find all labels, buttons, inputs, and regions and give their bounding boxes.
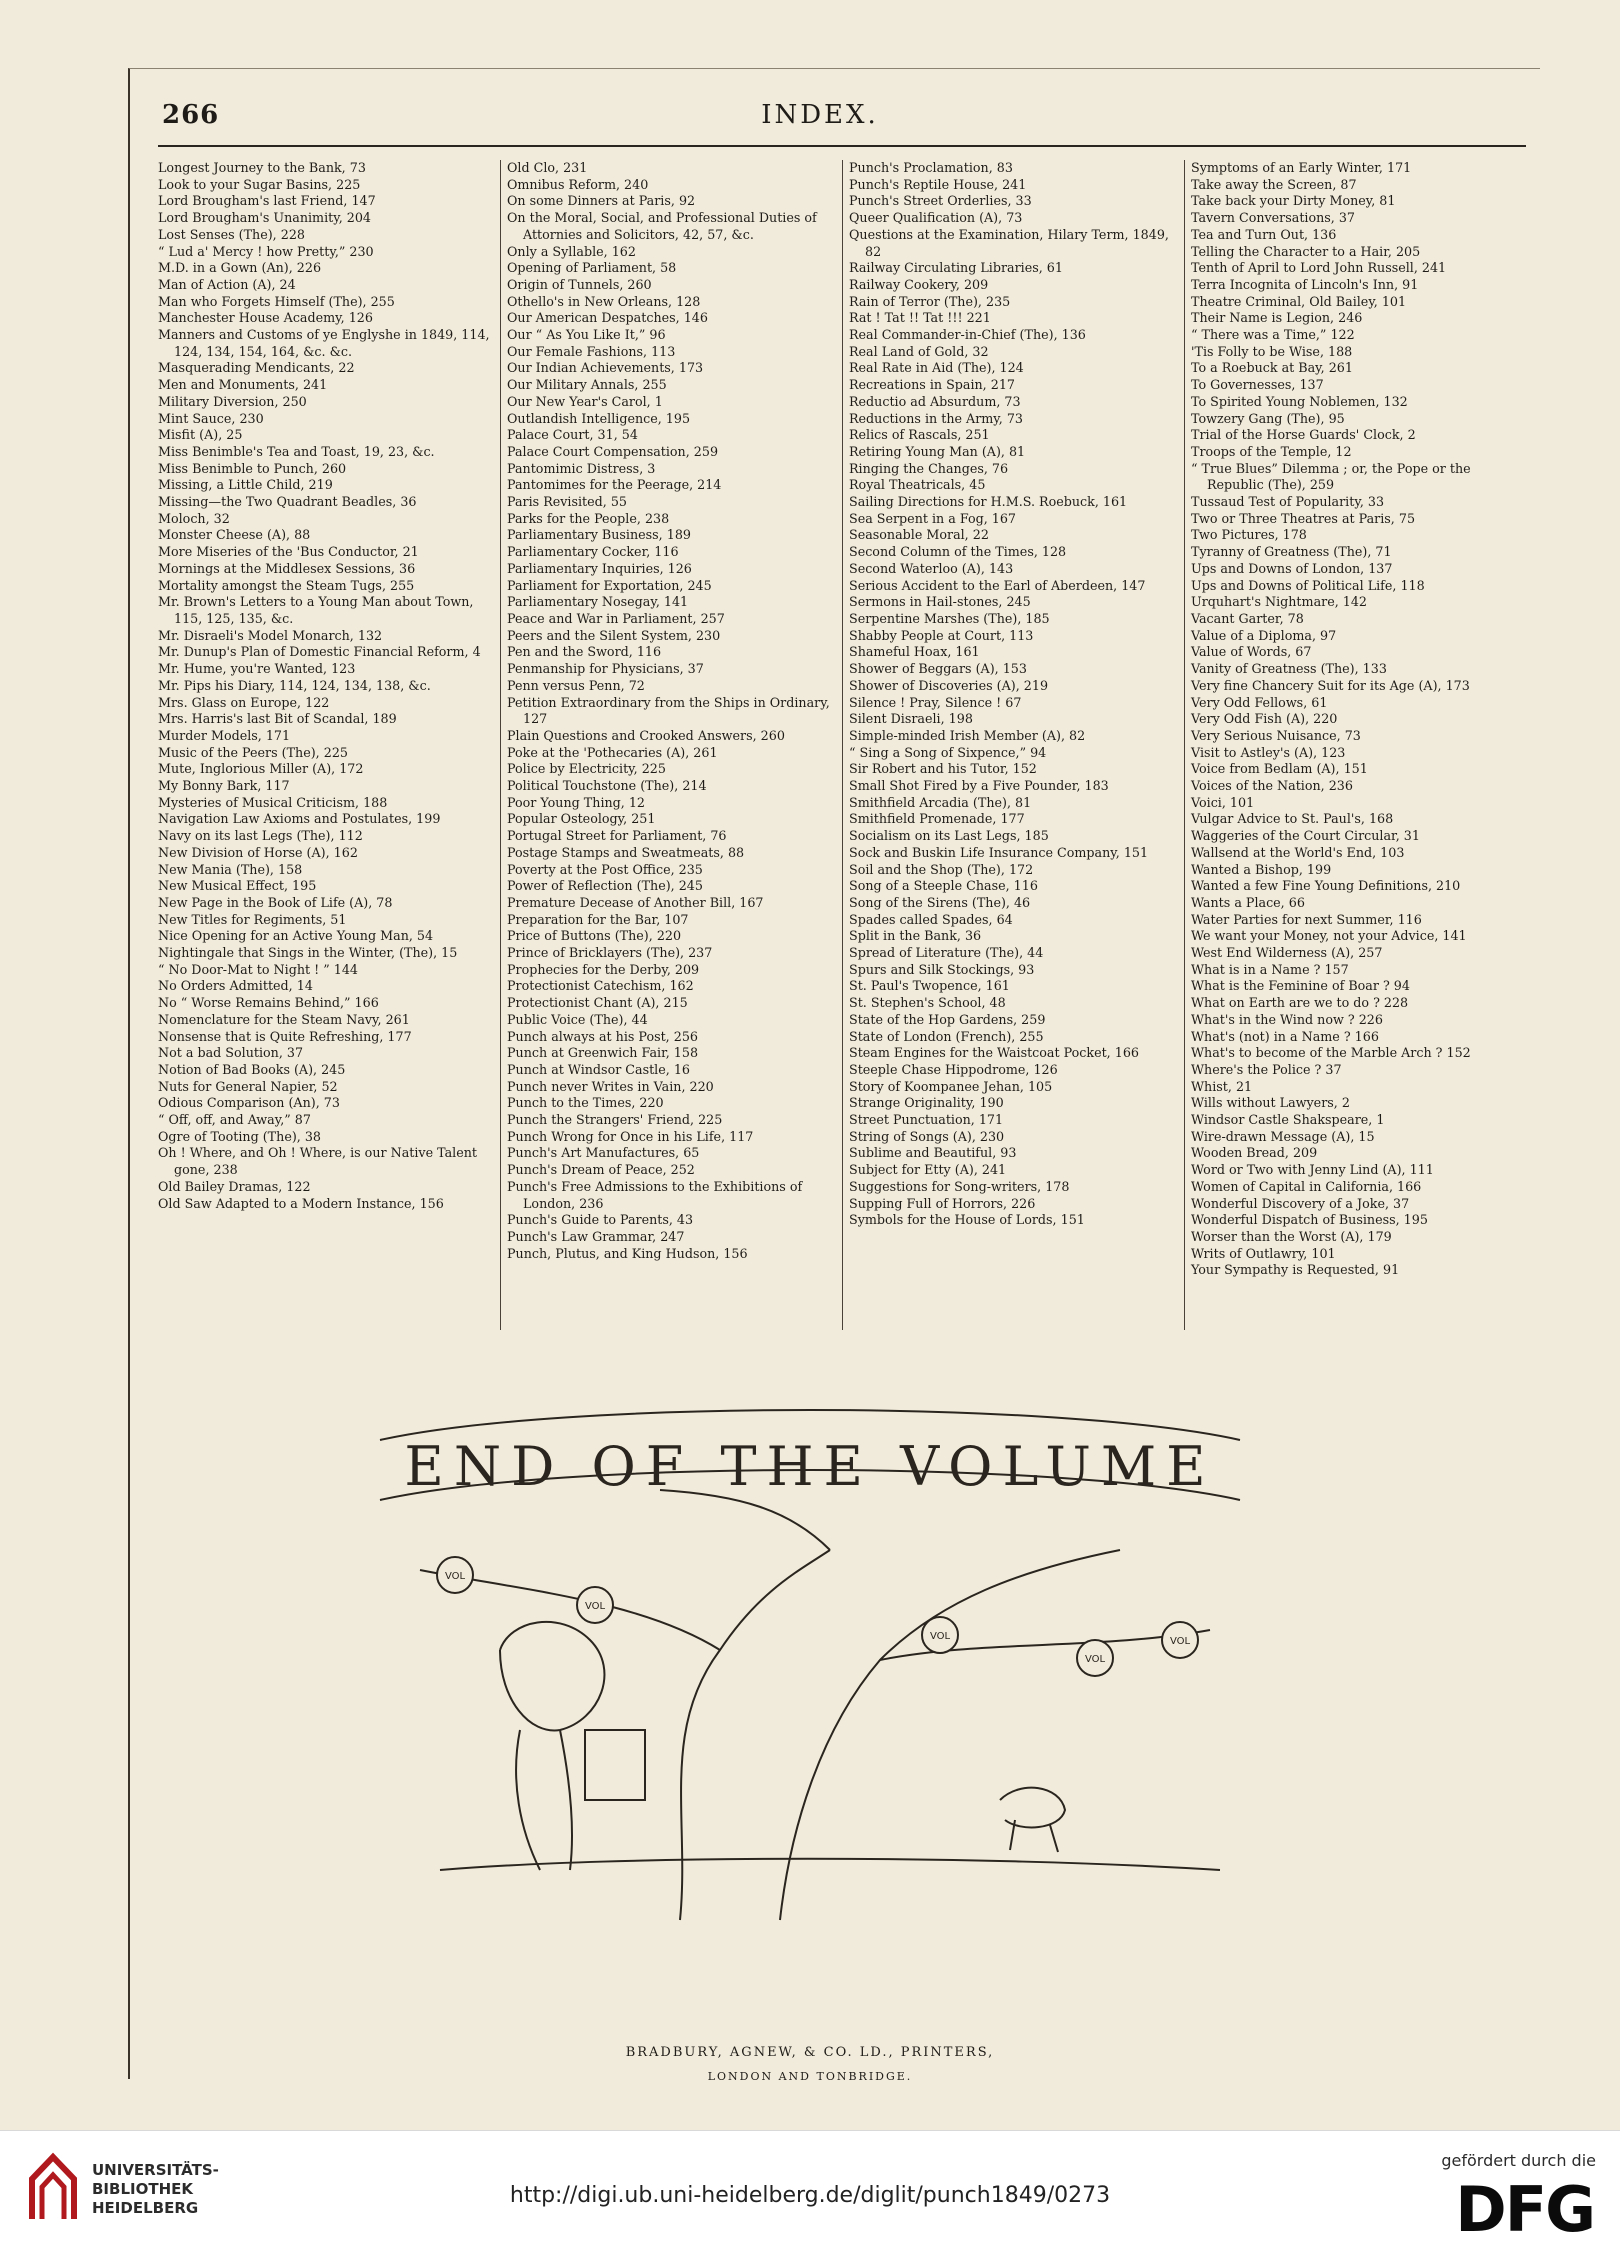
index-entry: Old Saw Adapted to a Modern Instance, 156 bbox=[158, 1195, 444, 1211]
index-entry: Lord Brougham's last Friend, 147 bbox=[158, 193, 376, 209]
index-entry: Peers and the Silent System, 230 bbox=[507, 627, 721, 643]
index-entry: Mr. Pips his Diary, 114, 124, 134, 138, &c. bbox=[158, 677, 431, 693]
index-entry: Military Diversion, 250 bbox=[158, 393, 307, 409]
index-entry: Mint Sauce, 230 bbox=[158, 410, 264, 426]
index-entry: Protectionist Chant (A), 215 bbox=[507, 995, 688, 1011]
index-entry: Soil and the Shop (The), 172 bbox=[849, 861, 1034, 877]
index-entry: Our Female Fashions, 113 bbox=[507, 343, 676, 359]
index-entry: Police by Electricity, 225 bbox=[507, 761, 666, 777]
index-entry: Voices of the Nation, 236 bbox=[1191, 778, 1353, 794]
index-entry: Real Rate in Aid (The), 124 bbox=[849, 360, 1024, 376]
printer-location: LONDON AND TONBRIDGE. bbox=[707, 2070, 913, 2083]
index-entry: Take back your Dirty Money, 81 bbox=[1191, 193, 1396, 209]
index-entry: Simple-minded Irish Member (A), 82 bbox=[849, 727, 1086, 743]
dfg-logo: DFG bbox=[1455, 2173, 1594, 2246]
index-entry: Sock and Buskin Life Insurance Company, 151 bbox=[849, 844, 1149, 860]
index-entry: State of the Hop Gardens, 259 bbox=[849, 1011, 1046, 1027]
index-entry: Longest Journey to the Bank, 73 bbox=[158, 160, 366, 175]
index-entry: Notion of Bad Books (A), 245 bbox=[158, 1061, 346, 1077]
index-entry: Mrs. Harris's last Bit of Scandal, 189 bbox=[158, 711, 397, 727]
index-entry: Their Name is Legion, 246 bbox=[1191, 310, 1363, 326]
index-entry: Opening of Parliament, 58 bbox=[507, 260, 677, 276]
banner-text: END OF THE VOLUME bbox=[404, 1435, 1216, 1498]
index-entry: Vulgar Advice to St. Paul's, 168 bbox=[1191, 811, 1394, 827]
index-entry: Ups and Downs of London, 137 bbox=[1191, 560, 1393, 576]
index-entry: Story of Koompanee Jehan, 105 bbox=[849, 1078, 1053, 1094]
index-entry: Rat ! Tat !! Tat !!! 221 bbox=[849, 310, 991, 326]
index-entry: New Titles for Regiments, 51 bbox=[158, 911, 347, 927]
index-entry: Poke at the 'Pothecaries (A), 261 bbox=[507, 744, 718, 760]
index-entry: Parliamentary Nosegay, 141 bbox=[507, 594, 689, 610]
index-entry: Word or Two with Jenny Lind (A), 111 bbox=[1191, 1162, 1434, 1178]
index-entry: Outlandish Intelligence, 195 bbox=[507, 410, 691, 426]
index-entry: Poor Young Thing, 12 bbox=[507, 794, 645, 810]
index-entry: Miss Benimble to Punch, 260 bbox=[158, 460, 347, 476]
index-entry: Whist, 21 bbox=[1191, 1078, 1253, 1094]
index-entry: Sir Robert and his Tutor, 152 bbox=[849, 761, 1037, 777]
index-entry: Preparation for the Bar, 107 bbox=[507, 911, 689, 927]
index-entry: “ Off, off, and Away,” 87 bbox=[158, 1112, 311, 1128]
index-entry: Sermons in Hail-stones, 245 bbox=[849, 594, 1031, 610]
index-entry: St. Stephen's School, 48 bbox=[849, 995, 1006, 1011]
index-entry: Retiring Young Man (A), 81 bbox=[849, 443, 1026, 459]
index-entry: Nuts for General Napier, 52 bbox=[158, 1078, 338, 1094]
index-entry: Moloch, 32 bbox=[158, 510, 230, 526]
index-column-1 bbox=[158, 160, 500, 1330]
index-entry: Misfit (A), 25 bbox=[158, 427, 243, 443]
library-name-line: HEIDELBERG bbox=[92, 2199, 199, 2217]
index-entry: Man who Forgets Himself (The), 255 bbox=[158, 293, 395, 309]
index-entry: Wire-drawn Message (A), 15 bbox=[1191, 1128, 1375, 1144]
index-entry: Old Clo, 231 bbox=[507, 160, 588, 175]
tree-trunk bbox=[680, 1550, 830, 1920]
index-entry: Peace and War in Parliament, 257 bbox=[507, 610, 725, 626]
index-columns bbox=[158, 160, 1526, 1330]
index-entry: Punch's Art Manufactures, 65 bbox=[507, 1145, 700, 1161]
index-entry: Punch's Dream of Peace, 252 bbox=[507, 1162, 695, 1178]
index-entry: Royal Theatricals, 45 bbox=[849, 477, 986, 493]
index-entry: Manners and Customs of ye Englyshe in 1849, 114, 124, 134, 154, 164, &c. &c. bbox=[158, 327, 490, 359]
index-entry: Water Parties for next Summer, 116 bbox=[1191, 911, 1422, 927]
index-entry: Wants a Place, 66 bbox=[1191, 894, 1305, 910]
index-entry: Punch the Strangers' Friend, 225 bbox=[507, 1112, 723, 1128]
index-entry: Street Punctuation, 171 bbox=[849, 1112, 1004, 1128]
index-entry: “ Lud a' Mercy ! how Pretty,” 230 bbox=[158, 243, 374, 259]
index-entry: Punch never Writes in Vain, 220 bbox=[507, 1078, 714, 1094]
index-entry: Our Indian Achievements, 173 bbox=[507, 360, 704, 376]
index-entry: Real Commander-in-Chief (The), 136 bbox=[849, 327, 1086, 343]
index-entry: Railway Cookery, 209 bbox=[849, 276, 989, 292]
index-entry: Our Military Annals, 255 bbox=[507, 377, 667, 393]
index-entry: Prince of Bricklayers (The), 237 bbox=[507, 945, 713, 961]
index-entry: Protectionist Catechism, 162 bbox=[507, 978, 694, 994]
index-entry: Punch's Free Admissions to the Exhibitions of London, 236 bbox=[507, 1178, 803, 1211]
index-entry: Take away the Screen, 87 bbox=[1191, 176, 1357, 192]
index-entry: Voici, 101 bbox=[1191, 794, 1255, 810]
index-entry: Mr. Brown's Letters to a Young Man about Town, 115, 125, 135, &c. bbox=[158, 594, 474, 626]
index-entry: Music of the Peers (The), 225 bbox=[158, 744, 348, 760]
index-entry: Value of a Diploma, 97 bbox=[1191, 627, 1337, 643]
running-head: INDEX. bbox=[761, 100, 879, 130]
index-column-4 bbox=[1184, 160, 1526, 1330]
index-entry: Masquerading Mendicants, 22 bbox=[158, 360, 355, 376]
index-entry: Strange Originality, 190 bbox=[849, 1095, 1004, 1111]
index-entry: M.D. in a Gown (An), 226 bbox=[158, 260, 322, 276]
index-entry: Wooden Bread, 209 bbox=[1191, 1145, 1318, 1161]
index-entry: Queer Qualification (A), 73 bbox=[849, 210, 1023, 226]
library-name-line: UNIVERSITÄTS- bbox=[92, 2161, 219, 2179]
index-entry: Two or Three Theatres at Paris, 75 bbox=[1191, 510, 1416, 526]
index-entry: Not a bad Solution, 37 bbox=[158, 1045, 304, 1061]
index-entry: Sublime and Beautiful, 93 bbox=[849, 1145, 1017, 1161]
index-entry: Punch always at his Post, 256 bbox=[507, 1028, 698, 1044]
toby-dog bbox=[1000, 1788, 1065, 1828]
index-entry: Mornings at the Middlesex Sessions, 36 bbox=[158, 560, 416, 576]
page-number: 266 bbox=[162, 100, 220, 130]
index-entry: Othello's in New Orleans, 128 bbox=[507, 293, 701, 309]
index-entry: Navigation Law Axioms and Postulates, 199 bbox=[158, 811, 441, 827]
index-entry: Smithfield Arcadia (The), 81 bbox=[849, 794, 1032, 810]
index-entry: Pen and the Sword, 116 bbox=[507, 644, 662, 660]
index-entry: Split in the Bank, 36 bbox=[849, 928, 982, 944]
index-entry: Portugal Street for Parliament, 76 bbox=[507, 828, 727, 844]
index-entry: Punch's Law Grammar, 247 bbox=[507, 1229, 685, 1244]
index-entry: Very fine Chancery Suit for its Age (A), 173 bbox=[1191, 677, 1470, 693]
index-entry: Real Land of Gold, 32 bbox=[849, 343, 989, 359]
index-entry: Poverty at the Post Office, 235 bbox=[507, 861, 703, 877]
index-entry: Subject for Etty (A), 241 bbox=[849, 1162, 1007, 1178]
index-entry: Value of Words, 67 bbox=[1191, 644, 1312, 660]
index-entry: Punch Wrong for Once in his Life, 117 bbox=[507, 1128, 754, 1144]
index-entry: Palace Court, 31, 54 bbox=[507, 427, 638, 443]
index-entry: Seasonable Moral, 22 bbox=[849, 527, 989, 543]
index-entry: Trial of the Horse Guards' Clock, 2 bbox=[1191, 427, 1416, 443]
index-entry: Steam Engines for the Waistcoat Pocket, 166 bbox=[849, 1045, 1139, 1061]
index-entry: Worser than the Worst (A), 179 bbox=[1191, 1229, 1392, 1244]
index-entry: Our American Despatches, 146 bbox=[507, 310, 708, 326]
index-entry: To Governesses, 137 bbox=[1191, 377, 1324, 393]
index-entry: Tyranny of Greatness (The), 71 bbox=[1191, 544, 1392, 560]
index-entry: Price of Buttons (The), 220 bbox=[507, 928, 682, 944]
index-entry: Pantomimes for the Peerage, 214 bbox=[507, 477, 722, 493]
index-entry: Wanted a Bishop, 199 bbox=[1191, 861, 1332, 877]
index-entry: Symptoms of an Early Winter, 171 bbox=[1191, 160, 1412, 175]
index-entry: Punch, Plutus, and King Hudson, 156 bbox=[507, 1245, 748, 1261]
index-entry: Prophecies for the Derby, 209 bbox=[507, 961, 700, 977]
index-entry: “ No Door-Mat to Night ! ” 144 bbox=[158, 961, 359, 977]
index-entry: Song of the Sirens (The), 46 bbox=[849, 894, 1031, 910]
index-entry: Shameful Hoax, 161 bbox=[849, 644, 980, 660]
index-entry: Punch's Proclamation, 83 bbox=[849, 160, 1013, 175]
index-column-2 bbox=[500, 160, 842, 1330]
index-entry: Popular Osteology, 251 bbox=[507, 811, 656, 827]
index-entry: Visit to Astley's (A), 123 bbox=[1191, 744, 1346, 760]
index-entry: Telling the Character to a Hair, 205 bbox=[1191, 243, 1421, 259]
index-entry: My Bonny Bark, 117 bbox=[158, 778, 290, 794]
index-entry: No Orders Admitted, 14 bbox=[158, 978, 313, 994]
index-entry: Tenth of April to Lord John Russell, 241 bbox=[1191, 260, 1447, 276]
index-entry: Mr. Dunup's Plan of Domestic Financial Reform, 4 bbox=[158, 644, 481, 660]
index-entry: Origin of Tunnels, 260 bbox=[507, 276, 652, 292]
index-entry: On the Moral, Social, and Professional Duties of Attornies and Solicitors, 42, 57, &c. bbox=[507, 210, 817, 242]
index-entry: Wallsend at the World's End, 103 bbox=[1191, 844, 1405, 860]
index-entry: Manchester House Academy, 126 bbox=[158, 310, 373, 326]
index-entry: Missing—the Two Quadrant Beadles, 36 bbox=[158, 494, 417, 510]
index-entry: Parks for the People, 238 bbox=[507, 510, 670, 526]
index-entry: Paris Revisited, 55 bbox=[507, 494, 627, 510]
index-entry: Parliamentary Business, 189 bbox=[507, 527, 691, 543]
index-entry: Miss Benimble's Tea and Toast, 19, 23, &c. bbox=[158, 443, 435, 459]
printer-imprint: BRADBURY, AGNEW, & CO. LD., PRINTERS, bbox=[625, 2045, 995, 2060]
volume-tag: VOL bbox=[929, 1631, 951, 1642]
index-entry: To Spirited Young Noblemen, 132 bbox=[1191, 393, 1408, 409]
index-entry: Writs of Outlawry, 101 bbox=[1191, 1245, 1336, 1261]
index-entry: String of Songs (A), 230 bbox=[849, 1128, 1005, 1144]
index-entry: Urquhart's Nightmare, 142 bbox=[1191, 594, 1367, 610]
index-entry: “ Sing a Song of Sixpence,” 94 bbox=[849, 744, 1047, 760]
watering-can bbox=[585, 1730, 645, 1800]
index-entry: Lost Senses (The), 228 bbox=[158, 226, 305, 242]
index-entry: Questions at the Examination, Hilary Term, 1849, 82 bbox=[849, 226, 1169, 259]
index-entry: No “ Worse Remains Behind,” 166 bbox=[158, 995, 379, 1011]
index-entry: Mortality amongst the Steam Tugs, 255 bbox=[158, 577, 415, 593]
index-entry: Penn versus Penn, 72 bbox=[507, 677, 645, 693]
index-entry: Mrs. Glass on Europe, 122 bbox=[158, 694, 330, 710]
index-entry: Very Odd Fellows, 61 bbox=[1191, 694, 1328, 710]
index-entry: Supping Full of Horrors, 226 bbox=[849, 1195, 1036, 1211]
library-name-line: BIBLIOTHEK bbox=[92, 2180, 193, 2198]
index-entry: Sea Serpent in a Fog, 167 bbox=[849, 510, 1017, 526]
index-entry: “ There was a Time,” 122 bbox=[1191, 327, 1355, 343]
index-entry: Steeple Chase Hippodrome, 126 bbox=[849, 1061, 1058, 1077]
permalink-url[interactable]: http://digi.ub.uni-heidelberg.de/diglit/punch1849/0273 bbox=[509, 2183, 1111, 2208]
index-entry: Plain Questions and Crooked Answers, 260 bbox=[507, 727, 785, 743]
index-entry: Palace Court Compensation, 259 bbox=[507, 443, 719, 459]
index-entry: Ogre of Tooting (The), 38 bbox=[158, 1128, 321, 1144]
index-entry: Shabby People at Court, 113 bbox=[849, 627, 1034, 643]
index-entry: Punch at Windsor Castle, 16 bbox=[507, 1061, 690, 1077]
volume-tag: VOL bbox=[1169, 1636, 1191, 1647]
index-entry: Punch to the Times, 220 bbox=[507, 1095, 664, 1111]
index-entry: Punch's Street Orderlies, 33 bbox=[849, 193, 1032, 209]
punch-figure bbox=[500, 1622, 604, 1731]
index-entry: Men and Monuments, 241 bbox=[158, 377, 328, 393]
index-entry: We want your Money, not your Advice, 141 bbox=[1191, 928, 1467, 944]
index-entry: Song of a Steeple Chase, 116 bbox=[849, 878, 1038, 894]
index-entry: Parliamentary Inquiries, 126 bbox=[507, 560, 692, 576]
index-entry: Tea and Turn Out, 136 bbox=[1191, 226, 1337, 242]
index-entry: Parliamentary Cocker, 116 bbox=[507, 544, 679, 560]
volume-tag: VOL bbox=[1084, 1654, 1106, 1665]
index-entry: Spades called Spades, 64 bbox=[849, 911, 1013, 927]
index-entry: Tussaud Test of Popularity, 33 bbox=[1191, 494, 1385, 510]
index-entry: Your Sympathy is Requested, 91 bbox=[1191, 1262, 1400, 1278]
index-entry: Sailing Directions for H.M.S. Roebuck, 161 bbox=[849, 494, 1128, 510]
index-entry: Troops of the Temple, 12 bbox=[1191, 443, 1352, 459]
index-entry: What's (not) in a Name ? 166 bbox=[1191, 1028, 1379, 1044]
ground-line bbox=[440, 1859, 1220, 1870]
index-entry: Reductio ad Absurdum, 73 bbox=[849, 393, 1021, 409]
index-entry: Spurs and Silk Stockings, 93 bbox=[849, 961, 1035, 977]
index-entry: New Division of Horse (A), 162 bbox=[158, 844, 358, 860]
index-entry: Second Column of the Times, 128 bbox=[849, 544, 1067, 560]
index-entry: Nightingale that Sings in the Winter, (The), 15 bbox=[158, 945, 458, 961]
index-entry: Premature Decease of Another Bill, 167 bbox=[507, 894, 764, 910]
index-entry: Railway Circulating Libraries, 61 bbox=[849, 260, 1063, 276]
index-entry: Omnibus Reform, 240 bbox=[507, 176, 649, 192]
index-entry: Symbols for the House of Lords, 151 bbox=[849, 1212, 1085, 1228]
index-entry: Very Serious Nuisance, 73 bbox=[1191, 727, 1361, 743]
index-entry: Lord Brougham's Unanimity, 204 bbox=[158, 210, 372, 226]
index-entry: Spread of Literature (The), 44 bbox=[849, 945, 1044, 961]
index-column-3 bbox=[842, 160, 1184, 1330]
index-entry: Nice Opening for an Active Young Man, 54 bbox=[158, 928, 434, 944]
index-entry: Two Pictures, 178 bbox=[1191, 527, 1307, 543]
index-entry: Mute, Inglorious Miller (A), 172 bbox=[158, 761, 364, 777]
index-entry: Shower of Discoveries (A), 219 bbox=[849, 677, 1049, 693]
index-entry: Punch's Reptile House, 241 bbox=[849, 176, 1027, 192]
index-entry: Tavern Conversations, 37 bbox=[1191, 210, 1356, 226]
index-entry: Murder Models, 171 bbox=[158, 727, 291, 743]
index-entry: Very Odd Fish (A), 220 bbox=[1191, 711, 1338, 727]
index-entry: Only a Syllable, 162 bbox=[507, 243, 636, 259]
index-entry: Serpentine Marshes (The), 185 bbox=[849, 610, 1050, 626]
index-entry: What is the Feminine of Boar ? 94 bbox=[1191, 978, 1410, 994]
index-entry: On some Dinners at Paris, 92 bbox=[507, 193, 696, 209]
index-entry: Theatre Criminal, Old Bailey, 101 bbox=[1191, 293, 1407, 309]
index-entry: Punch's Guide to Parents, 43 bbox=[507, 1212, 694, 1228]
index-entry: What's to become of the Marble Arch ? 152 bbox=[1191, 1045, 1471, 1061]
index-entry: New Mania (The), 158 bbox=[158, 861, 303, 877]
index-entry: Vacant Garter, 78 bbox=[1191, 610, 1304, 626]
index-entry: Windsor Castle Shakspeare, 1 bbox=[1191, 1112, 1385, 1128]
index-entry: Ringing the Changes, 76 bbox=[849, 460, 1009, 476]
index-entry: Navy on its last Legs (The), 112 bbox=[158, 828, 363, 844]
index-entry: Nonsense that is Quite Refreshing, 177 bbox=[158, 1028, 412, 1044]
index-entry: Terra Incognita of Lincoln's Inn, 91 bbox=[1191, 276, 1419, 292]
index-entry: Vanity of Greatness (The), 133 bbox=[1191, 661, 1387, 677]
index-entry: Parliament for Exportation, 245 bbox=[507, 577, 712, 593]
index-entry: Reductions in the Army, 73 bbox=[849, 410, 1023, 426]
index-entry: Public Voice (The), 44 bbox=[507, 1011, 648, 1027]
index-entry: Voice from Bedlam (A), 151 bbox=[1191, 761, 1368, 777]
index-entry: Suggestions for Song-writers, 178 bbox=[849, 1178, 1070, 1194]
index-entry: Postage Stamps and Sweatmeats, 88 bbox=[507, 844, 745, 860]
tree-trunk-right bbox=[780, 1550, 1120, 1920]
index-entry: What on Earth are we to do ? 228 bbox=[1191, 995, 1409, 1011]
end-of-volume-illustration bbox=[360, 1400, 1260, 1940]
index-entry: Relics of Rascals, 251 bbox=[849, 427, 990, 443]
header-rule bbox=[158, 145, 1526, 147]
index-entry: Recreations in Spain, 217 bbox=[849, 377, 1015, 393]
index-entry: New Page in the Book of Life (A), 78 bbox=[158, 894, 393, 910]
index-entry: Small Shot Fired by a Five Pounder, 183 bbox=[849, 778, 1109, 794]
index-entry: Wills without Lawyers, 2 bbox=[1191, 1095, 1350, 1111]
index-entry: Punch at Greenwich Fair, 158 bbox=[507, 1045, 699, 1061]
index-entry: Wonderful Dispatch of Business, 195 bbox=[1191, 1212, 1428, 1228]
funding-note: gefördert durch die bbox=[1441, 2151, 1596, 2170]
index-entry: Missing, a Little Child, 219 bbox=[158, 477, 333, 493]
index-entry: Women of Capital in California, 166 bbox=[1191, 1178, 1422, 1194]
index-entry: Monster Cheese (A), 88 bbox=[158, 527, 311, 543]
index-entry: “ True Blues” Dilemma ; or, the Pope or the Republic (The), 259 bbox=[1191, 460, 1471, 493]
index-entry: Silent Disraeli, 198 bbox=[849, 711, 973, 727]
index-entry: Old Bailey Dramas, 122 bbox=[158, 1178, 311, 1194]
index-entry: Where's the Police ? 37 bbox=[1191, 1061, 1342, 1077]
index-entry: State of London (French), 255 bbox=[849, 1028, 1044, 1044]
index-entry: Wonderful Discovery of a Joke, 37 bbox=[1191, 1195, 1410, 1211]
index-entry: Oh ! Where, and Oh ! Where, is our Native Talent gone, 238 bbox=[158, 1145, 478, 1178]
index-entry: Shower of Beggars (A), 153 bbox=[849, 661, 1027, 677]
index-entry: Petition Extraordinary from the Ships in Ordinary, 127 bbox=[507, 694, 830, 727]
index-entry: Rain of Terror (The), 235 bbox=[849, 293, 1011, 309]
index-entry: St. Paul's Twopence, 161 bbox=[849, 978, 1010, 994]
index-entry: Our “ As You Like It,” 96 bbox=[507, 327, 666, 343]
index-entry: Look to your Sugar Basins, 225 bbox=[158, 176, 361, 192]
index-entry: Smithfield Promenade, 177 bbox=[849, 811, 1025, 827]
index-entry: Silence ! Pray, Silence ! 67 bbox=[849, 694, 1022, 710]
index-entry: Serious Accident to the Earl of Aberdeen, 147 bbox=[849, 577, 1146, 593]
figure-legs bbox=[516, 1730, 572, 1870]
index-entry: Ups and Downs of Political Life, 118 bbox=[1191, 577, 1425, 593]
volume-tag: VOL bbox=[584, 1601, 606, 1612]
index-entry: Second Waterloo (A), 143 bbox=[849, 560, 1014, 576]
index-entry: 'Tis Folly to be Wise, 188 bbox=[1191, 343, 1353, 359]
index-entry: Mr. Hume, you're Wanted, 123 bbox=[158, 661, 356, 677]
index-entry: Nomenclature for the Steam Navy, 261 bbox=[158, 1011, 410, 1027]
index-entry: Pantomimic Distress, 3 bbox=[507, 460, 656, 476]
index-entry: Power of Reflection (The), 245 bbox=[507, 878, 703, 894]
index-entry: Wanted a few Fine Young Definitions, 210 bbox=[1191, 878, 1461, 894]
branch-upper bbox=[660, 1490, 830, 1550]
index-entry: What's in the Wind now ? 226 bbox=[1191, 1011, 1383, 1027]
index-entry: What is in a Name ? 157 bbox=[1191, 961, 1349, 977]
index-entry: Man of Action (A), 24 bbox=[158, 276, 296, 292]
index-entry: Mr. Disraeli's Model Monarch, 132 bbox=[158, 627, 383, 643]
index-entry: Penmanship for Physicians, 37 bbox=[507, 661, 704, 677]
index-entry: To a Roebuck at Bay, 261 bbox=[1191, 360, 1353, 376]
index-entry: Odious Comparison (An), 73 bbox=[158, 1095, 340, 1111]
index-entry: West End Wilderness (A), 257 bbox=[1191, 945, 1383, 961]
index-entry: Mysteries of Musical Criticism, 188 bbox=[158, 794, 388, 810]
index-entry: Political Touchstone (The), 214 bbox=[507, 778, 707, 794]
volume-tag: VOL bbox=[444, 1571, 466, 1582]
index-entry: New Musical Effect, 195 bbox=[158, 878, 317, 894]
index-entry: Our New Year's Carol, 1 bbox=[507, 393, 663, 409]
index-entry: Towzery Gang (The), 95 bbox=[1191, 410, 1345, 426]
viewer-footer bbox=[0, 2130, 1620, 2246]
index-entry: Waggeries of the Court Circular, 31 bbox=[1191, 828, 1420, 844]
index-entry: More Miseries of the 'Bus Conductor, 21 bbox=[158, 544, 419, 560]
index-entry: Socialism on its Last Legs, 185 bbox=[849, 828, 1049, 844]
